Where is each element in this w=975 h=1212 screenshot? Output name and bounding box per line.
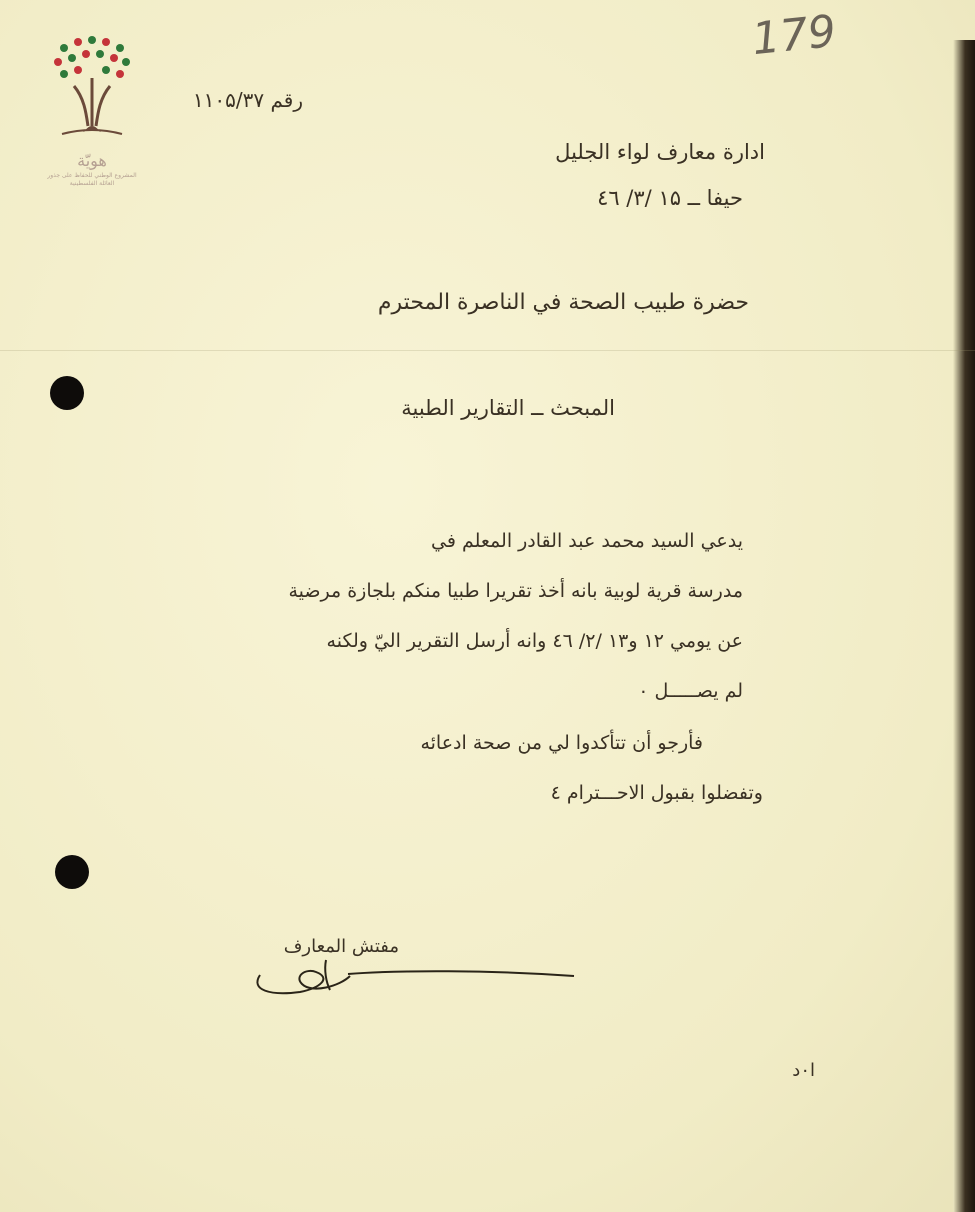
logo-name: هويّة	[77, 151, 107, 170]
page-torn-edge	[953, 40, 975, 1212]
place-date: حيفا ــ ۱۵ /۳/ ٤٦	[597, 186, 743, 210]
signature-title: مفتش المعارف	[283, 936, 399, 957]
reference-number: رقم ۱۱۰۵/۳۷	[192, 88, 303, 112]
body-line-1: يدعي السيد محمد عبد القادر المعلم في	[430, 530, 743, 552]
fold-line	[0, 350, 975, 351]
body-line-6: وتفضلوا بقبول الاحـــترام ٤	[550, 782, 763, 804]
logo-caption: المشروع الوطني للحفاظ على جذور العائلة الفلسطينية	[47, 172, 137, 187]
body-line-2: مدرسة قرية لوبية بانه أخذ تقريرا طبيا منكم بلجازة مرضية	[288, 580, 743, 602]
addressee: حضرة طبيب الصحة في الناصرة المحترم	[377, 290, 749, 315]
archive-number: 179	[749, 5, 839, 66]
punch-hole	[50, 376, 84, 410]
typist-initials: ا٠د	[792, 1060, 815, 1081]
body-line-5: فأرجو أن تتأكدوا لي من صحة ادعائه	[420, 732, 703, 754]
office-name: ادارة معارف لواء الجليل	[555, 140, 765, 164]
tree-icon	[44, 34, 140, 194]
signature	[240, 930, 580, 1020]
body-line-4: لم يصـــــل ٠	[638, 680, 743, 702]
punch-hole	[55, 855, 89, 889]
body-line-3: عن يومي ۱۲ و۱۳ /۲/ ٤٦ وانه أرسل التقرير اليّ ولكنه	[326, 630, 743, 652]
subject-line: المبحث ــ التقارير الطبية	[401, 396, 615, 420]
